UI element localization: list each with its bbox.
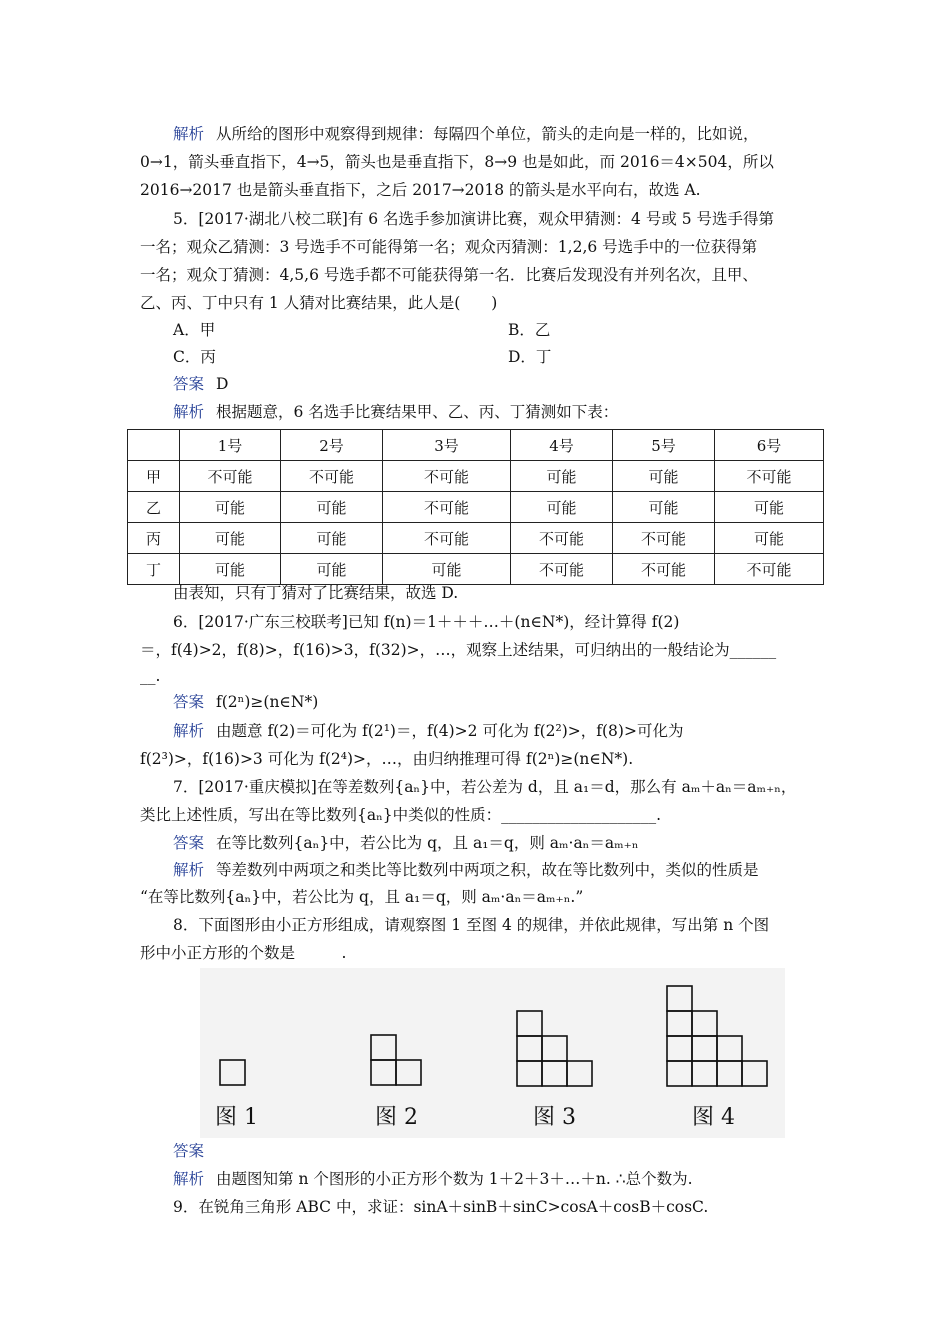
fig4-square — [717, 1036, 742, 1061]
q8-answer — [173, 1141, 216, 1161]
fig3-square — [517, 1061, 542, 1086]
square-pattern-figure — [200, 968, 785, 1138]
table-cell: 可能 — [180, 523, 281, 554]
table-header-cell: 6号 — [715, 430, 824, 461]
table-header-cell: 3号 — [383, 430, 511, 461]
table-row — [128, 554, 824, 585]
q5-option-b: B．乙 — [508, 321, 551, 339]
fig1-caption: 图 1 — [215, 1105, 258, 1130]
table-cell: 可能 — [715, 523, 824, 554]
analysis-label: 解析 — [173, 403, 205, 421]
table-header-cell: 4号 — [511, 430, 613, 461]
table-row — [128, 461, 824, 492]
table-cell: 可能 — [613, 492, 715, 523]
table-cell: 可能 — [383, 554, 511, 585]
q6-answer: 答案 f(2ⁿ)≥(n∈N*) — [173, 693, 319, 711]
fig3-caption: 图 3 — [533, 1105, 576, 1130]
table-cell: 可能 — [281, 523, 383, 554]
q5-answer: 答案 D — [173, 375, 229, 393]
table-cell: 甲 — [128, 461, 180, 492]
table-cell: 可能 — [180, 492, 281, 523]
fig4-square — [742, 1061, 767, 1086]
table-cell: 丙 — [128, 523, 180, 554]
q5-conclusion: 由表知，只有丁猜对了比赛结果，故选 D. — [173, 584, 459, 602]
fig3-square — [542, 1061, 567, 1086]
fig4-square — [717, 1061, 742, 1086]
analysis-label: 解析 — [173, 125, 205, 143]
fig4-square — [667, 1011, 692, 1036]
fig4-square — [667, 986, 692, 1011]
q8-stem-line1: 8．下面图形由小正方形组成，请观察图 1 至图 4 的规律，并依此规律，写出第 n 个图 — [173, 916, 770, 934]
q5-stem-line4: 乙、丙、丁中只有 1 人猜对比赛结果，此人是( ) — [140, 294, 498, 312]
table-cell: 可能 — [511, 492, 613, 523]
q5-stem-line2: 一名；观众乙猜测：3 号选手不可能得第一名；观众丙猜测：1,2,6 号选手中的一位获得第 — [140, 238, 758, 256]
q6-stem-line3: __. — [140, 667, 161, 685]
q4-analysis-line2: 0→1，箭头垂直指下，4→5，箭头也是垂直指下，8→9 也是如此，而 2016＝4×504，所以 — [140, 153, 774, 171]
fig1-square — [220, 1060, 245, 1085]
q9-stem: 9．在锐角三角形 ABC 中，求证：sinA＋sinB＋sinC>cosA＋cosB＋cosC. — [173, 1198, 709, 1216]
answer-label: 答案 — [173, 693, 205, 711]
table-cell: 不可能 — [613, 554, 715, 585]
table-cell: 不可能 — [715, 554, 824, 585]
q6-analysis-line1: 解析 由题意 f(2)＝可化为 f(2¹)＝，f(4)>2 可化为 f(2²)>，f(8)>可化为 — [173, 722, 684, 740]
table-cell: 不可能 — [383, 523, 511, 554]
fig2-caption: 图 2 — [375, 1105, 418, 1130]
analysis-label: 解析 — [173, 1170, 205, 1188]
table-cell: 不可能 — [383, 492, 511, 523]
q4-analysis-line3: 2016→2017 也是箭头垂直指下，之后 2017→2018 的箭头是水平向右，故选 A. — [140, 181, 701, 199]
q8-stem-line2: 形中小正方形的个数是 . — [140, 944, 347, 962]
q7-stem-line2: 类比上述性质，写出在等比数列{aₙ}中类似的性质：____________________. — [140, 806, 662, 824]
table-cell: 不可能 — [281, 461, 383, 492]
q5-stem-line1: 5．[2017·湖北八校二联]有 6 名选手参加演讲比赛，观众甲猜测：4 号或 5 号选手得第 — [173, 210, 775, 228]
q7-analysis-line2: “在等比数列{aₙ}中，若公比为 q，且 a₁＝q，则 aₘ·aₙ＝aₘ₊ₙ.” — [140, 888, 584, 906]
q5-option-a: A．甲 — [173, 321, 216, 339]
table-cell: 不可能 — [715, 461, 824, 492]
table-header-cell: 2号 — [281, 430, 383, 461]
fig2-square — [371, 1060, 396, 1085]
table-cell: 可能 — [281, 554, 383, 585]
q5-option-d: D．丁 — [508, 348, 552, 366]
table-header-cell: 5号 — [613, 430, 715, 461]
answer-label: 答案 — [173, 1142, 205, 1160]
table-cell: 丁 — [128, 554, 180, 585]
table-header-row — [128, 430, 824, 461]
table-cell: 不可能 — [511, 523, 613, 554]
q6-analysis-line2: f(2³)>，f(16)>3 可化为 f(2⁴)>，…，由归纳推理可得 f(2ⁿ)≥(n∈N*). — [140, 750, 634, 768]
fig4-caption: 图 4 — [692, 1105, 735, 1130]
fig4-square — [692, 1061, 717, 1086]
prediction-table — [127, 429, 824, 585]
table-header-cell: 1号 — [180, 430, 281, 461]
table-cell: 可能 — [281, 492, 383, 523]
fig2-square — [396, 1060, 421, 1085]
analysis-label: 解析 — [173, 861, 205, 879]
table-cell: 可能 — [613, 461, 715, 492]
fig3-square — [567, 1061, 592, 1086]
table-row — [128, 523, 824, 554]
fig3-square — [517, 1036, 542, 1061]
table-cell: 不可能 — [613, 523, 715, 554]
fig4-square — [667, 1061, 692, 1086]
table-cell: 可能 — [511, 461, 613, 492]
fig3-square — [542, 1036, 567, 1061]
table-cell: 不可能 — [383, 461, 511, 492]
analysis-label: 解析 — [173, 722, 205, 740]
q6-stem-line1: 6．[2017·广东三校联考]已知 f(n)＝1＋＋＋…＋(n∈N*)，经计算得 f(2) — [173, 613, 680, 631]
answer-label: 答案 — [173, 375, 205, 393]
table-cell: 不可能 — [180, 461, 281, 492]
answer-label: 答案 — [173, 834, 205, 852]
q7-answer: 答案 在等比数列{aₙ}中，若公比为 q，且 a₁＝q，则 aₘ·aₙ＝aₘ₊ₙ — [173, 834, 639, 852]
q6-stem-line2: ＝，f(4)>2，f(8)>，f(16)>3，f(32)>，…，观察上述结果，可归纳出的一般结论为______ — [140, 641, 777, 659]
q4-analysis-line1: 解析 从所给的图形中观察得到规律：每隔四个单位，箭头的走向是一样的，比如说， — [173, 125, 759, 143]
fig2-square — [371, 1035, 396, 1060]
q7-analysis-line1: 解析 等差数列中两项之和类比等比数列中两项之积，故在等比数列中，类似的性质是 — [173, 861, 759, 879]
q5-stem-line3: 一名；观众丁猜测：4,5,6 号选手都不可能获得第一名．比赛后发现没有并列名次，且甲、 — [140, 266, 758, 284]
table-cell: 可能 — [180, 554, 281, 585]
q7-stem-line1: 7．[2017·重庆模拟]在等差数列{aₙ}中，若公差为 d，且 a₁＝d，那么有 aₘ＋aₙ＝aₘ₊ₙ， — [173, 778, 797, 796]
fig3-square — [517, 1011, 542, 1036]
table-cell: 不可能 — [511, 554, 613, 585]
fig4-square — [667, 1036, 692, 1061]
q5-option-c: C．丙 — [173, 348, 216, 366]
q8-analysis: 解析 由题图知第 n 个图形的小正方形个数为 1＋2＋3＋…＋n. ∴总个数为. — [173, 1170, 693, 1188]
table-row — [128, 492, 824, 523]
table-header-cell — [128, 430, 180, 461]
table-cell: 可能 — [715, 492, 824, 523]
fig4-square — [692, 1011, 717, 1036]
q5-analysis: 解析 根据题意，6 名选手比赛结果甲、乙、丙、丁猜测如下表： — [173, 403, 619, 421]
table-cell: 乙 — [128, 492, 180, 523]
fig4-square — [692, 1036, 717, 1061]
